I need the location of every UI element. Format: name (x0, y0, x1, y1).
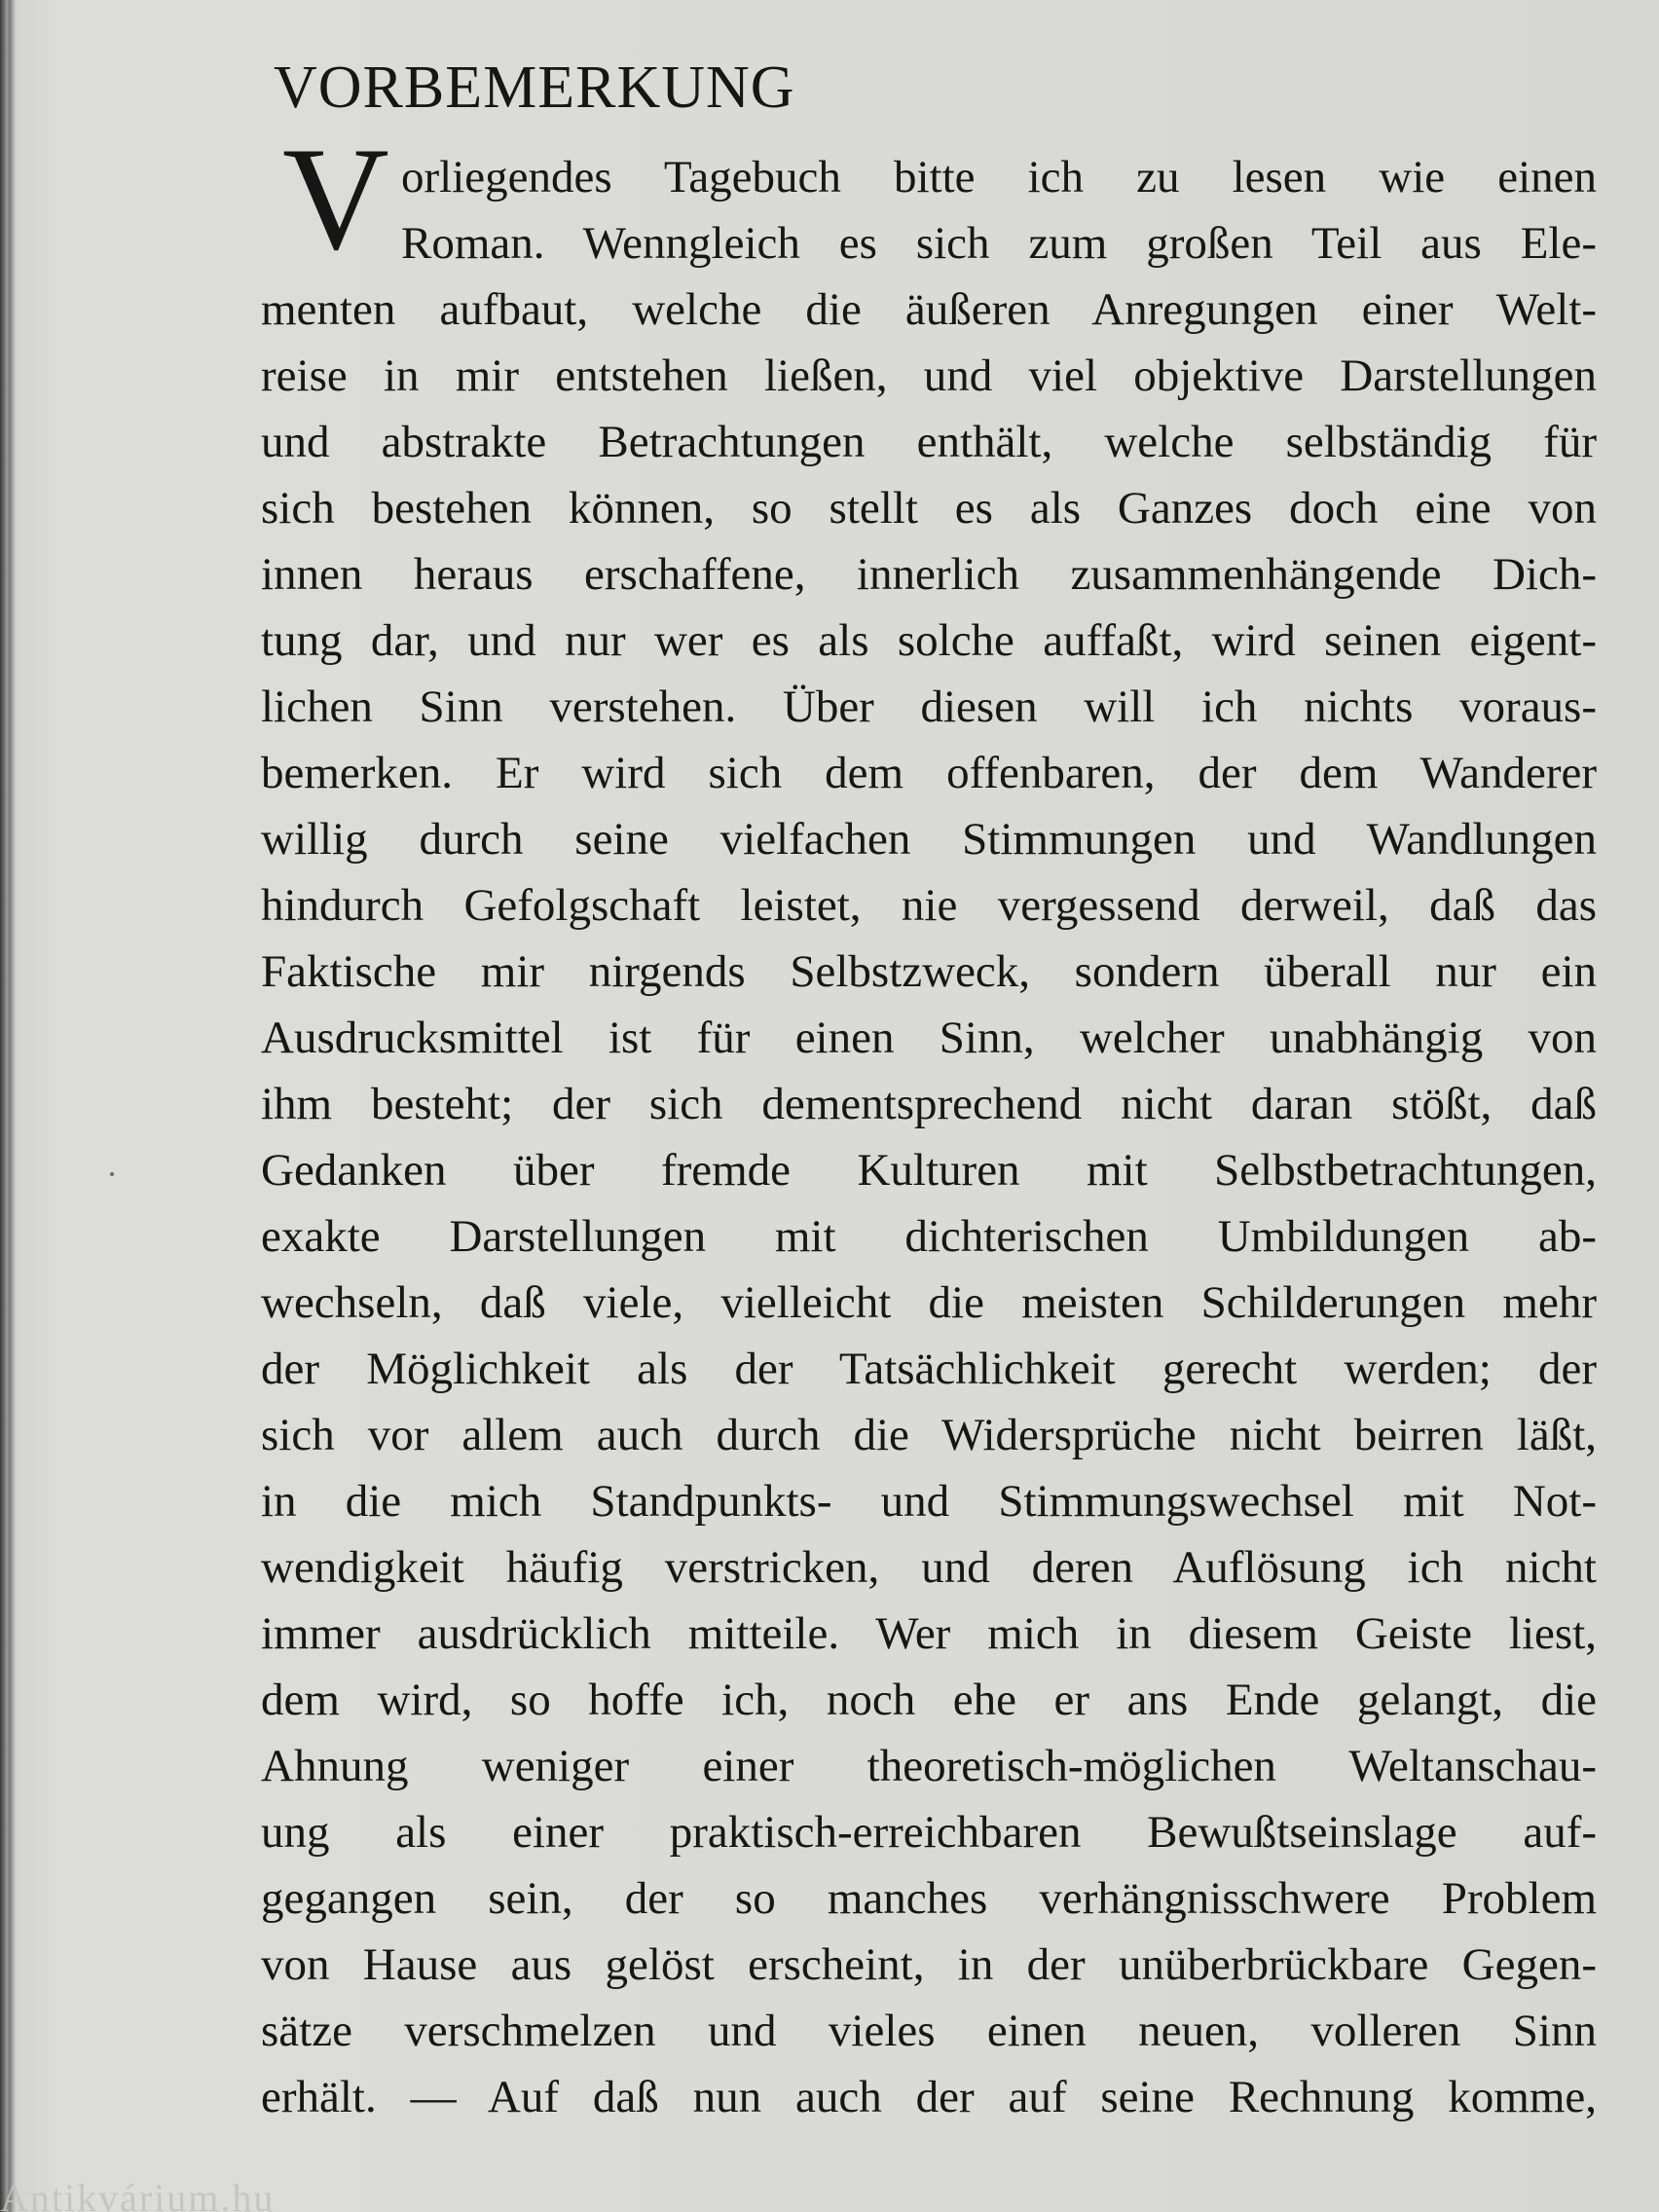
text-line: Faktische mir nirgends Selbstzweck, sondern überall nur ein (261, 946, 1597, 997)
text-line: reise in mir entstehen ließen, und viel objektive Darstellungen (261, 350, 1597, 401)
text-line: in die mich Standpunkts- und Stimmungswechsel mit Not- (261, 1476, 1597, 1527)
text-line: tung dar, und nur wer es als solche auffaßt, wird seinen eigent- (261, 615, 1597, 666)
text-line: wendigkeit häufig verstricken, und deren Auflösung ich nicht (261, 1542, 1597, 1593)
binding-edge (0, 0, 16, 2212)
text-line: und abstrakte Betrachtungen enthält, welche selbständig für (261, 417, 1597, 467)
text-line: bemerken. Er wird sich dem offenbaren, der dem Wanderer (261, 748, 1597, 798)
text-line: willig durch seine vielfachen Stimmungen und Wandlungen (261, 814, 1597, 865)
text-line: menten aufbaut, welche die äußeren Anregungen einer Welt- (261, 284, 1597, 335)
text-line: sich vor allem auch durch die Widersprüche nicht beirren läßt, (261, 1410, 1597, 1460)
text-line: hindurch Gefolgschaft leistet, nie vergessend derweil, daß das (261, 880, 1597, 931)
text-line: sich bestehen können, so stellt es als Ganzes doch eine von (261, 483, 1597, 534)
text-line: Roman. Wenngleich es sich zum großen Teil aus Ele- (401, 218, 1597, 269)
text-line: sätze verschmelzen und vieles einen neuen, volleren Sinn (261, 2006, 1597, 2056)
text-line: lichen Sinn verstehen. Über diesen will ich nichts voraus- (261, 682, 1597, 732)
text-line: erhält. — Auf daß nun auch der auf seine Rechnung komme, (261, 2072, 1597, 2122)
text-line: immer ausdrücklich mitteile. Wer mich in diesem Geiste liest, (261, 1608, 1597, 1659)
text-line: gegangen sein, der so manches verhängnisschwere Problem (261, 1873, 1597, 1924)
text-line: ung als einer praktisch-erreichbaren Bewußtseinslage auf- (261, 1807, 1597, 1858)
watermark: Antikvárium.hu (0, 2176, 276, 2212)
text-line: Ausdrucksmittel ist für einen Sinn, welcher unabhängig von (261, 1013, 1597, 1063)
stray-mark (110, 1172, 114, 1176)
page-title: VORBEMERKUNG (274, 55, 795, 121)
text-line: dem wird, so hoffe ich, noch ehe er ans Ende gelangt, die (261, 1675, 1597, 1725)
text-line: Gedanken über fremde Kulturen mit Selbstbetrachtungen, (261, 1145, 1597, 1196)
text-line: der Möglichkeit als der Tatsächlichkeit gerecht werden; der (261, 1344, 1597, 1394)
text-line: orliegendes Tagebuch bitte ich zu lesen wie einen (401, 152, 1597, 203)
drop-cap: V (282, 117, 389, 280)
text-line: Ahnung weniger einer theoretisch-möglichen Weltanschau- (261, 1741, 1597, 1791)
text-line: ihm besteht; der sich dementsprechend nicht daran stößt, daß (261, 1079, 1597, 1129)
text-line: innen heraus erschaffene, innerlich zusammenhängende Dich- (261, 549, 1597, 600)
text-line: exakte Darstellungen mit dichterischen Umbildungen ab- (261, 1211, 1597, 1262)
text-line: von Hause aus gelöst erscheint, in der unüberbrückbare Gegen- (261, 1939, 1597, 1990)
text-line: wechseln, daß viele, vielleicht die meisten Schilderungen mehr (261, 1277, 1597, 1328)
